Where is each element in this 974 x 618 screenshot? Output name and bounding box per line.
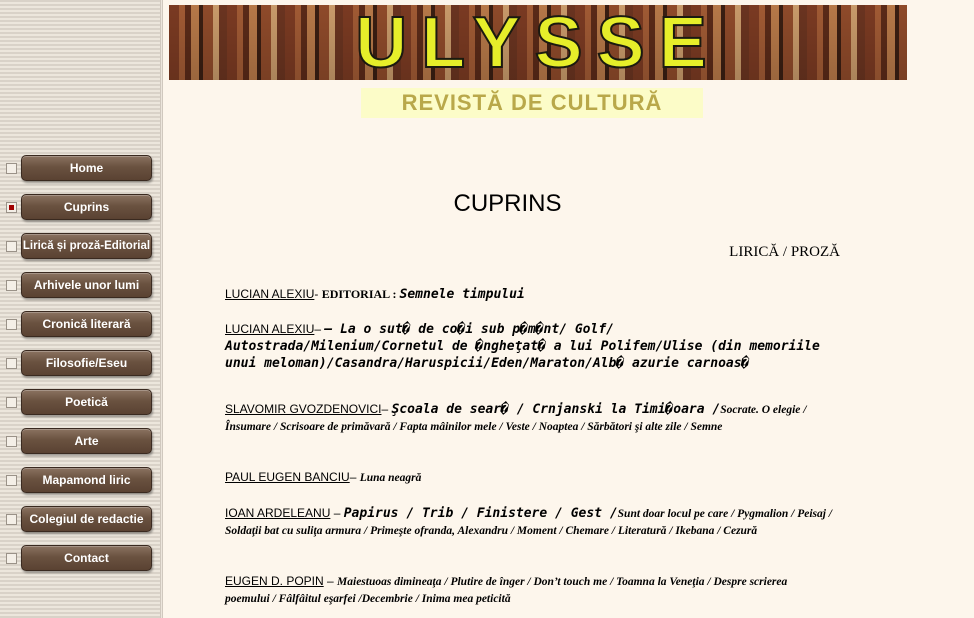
nav-button-cuprins[interactable]: Cuprins (21, 194, 152, 220)
subtitle: REVISTĂ DE CULTURĂ (401, 90, 663, 115)
nav-row-poetica (0, 389, 160, 417)
nav-indicator-active (6, 202, 17, 213)
entry-works-more: Sunt doar locul pe care / Pygmalion / Peisaj / Soldaţii bat cu suliţa armura / Primeşte ofranda, Alexandru / Moment / Chemare / Literatură / Ikebana / Cezură (225, 508, 833, 537)
nav-row-mapamond (0, 467, 160, 495)
sidebar-divider (160, 0, 163, 618)
nav-button-poetica[interactable]: Poetică (21, 389, 152, 415)
nav-button-arhivele[interactable]: Arhivele unor lumi (21, 272, 152, 298)
author-link[interactable]: IOAN ARDELEANU (225, 506, 331, 520)
author-link[interactable]: EUGEN D. POPIN (225, 574, 324, 588)
nav-row-contact (0, 545, 160, 573)
entry-works-more: Socrate. O elegie / Însumare / Scrisoare de primăvară / Fapta mâinilor mele / Veste / Noaptea / Sărbători şi alte zile / Semne (225, 404, 807, 433)
separator: - (314, 287, 322, 301)
author-link[interactable]: LUCIAN ALEXIU (225, 287, 315, 301)
nav-row-filosofie (0, 350, 160, 378)
nav-indicator (6, 514, 17, 525)
nav-button-cronica[interactable]: Cronică literară (21, 311, 152, 337)
nav-indicator (6, 553, 17, 564)
nav-row-home (0, 155, 160, 183)
banner-image (169, 5, 907, 80)
author-link[interactable]: SLAVOMIR GVOZDENOVICI (225, 402, 382, 416)
nav-button-home[interactable]: Home (21, 155, 152, 181)
nav-indicator (6, 475, 17, 486)
separator: – (381, 402, 392, 416)
toc-entry (225, 573, 833, 607)
entry-works: – La o sut� de co�i sub p�m�nt/ Golf/ Autostrada/Milenium/Cornetul de �ngheţat� a lui Polifem/Ulise (din memoriile unui meloman)/Casandra/Haruspicii/Eden/Maraton/Alb� azurie carnoas� (225, 322, 820, 371)
nav-row-arhivele (0, 272, 160, 300)
entry-works: Semnele timpului (399, 287, 525, 302)
nav-row-arte (0, 428, 160, 456)
nav-indicator (6, 163, 17, 174)
toc-entry (225, 321, 833, 372)
nav-button-colegiul[interactable]: Colegiul de redactie (21, 506, 152, 532)
separator: – (330, 506, 344, 520)
nav-button-lirica-proza[interactable]: Lirică și proză-Editorial (21, 233, 152, 259)
nav-button-arte[interactable]: Arte (21, 428, 152, 454)
toc-entry (225, 505, 833, 539)
nav-row-cronica (0, 311, 160, 339)
toc-entry (225, 469, 833, 486)
nav-row-cuprins (0, 194, 160, 222)
entry-works: Şcoala de sear� / Crnjanski la Timi�oara / (391, 402, 721, 417)
nav-indicator (6, 436, 17, 447)
author-link[interactable]: PAUL EUGEN BANCIU (225, 470, 350, 484)
nav-button-mapamond[interactable]: Mapamond liric (21, 467, 152, 493)
nav-button-filosofie[interactable]: Filosofie/Eseu (21, 350, 152, 376)
entry-works: Papirus / Trib / Finistere / Gest / (343, 506, 618, 521)
entry-label: EDITORIAL : (321, 287, 400, 301)
toc-entry (225, 286, 833, 303)
nav-row-colegiul (0, 506, 160, 534)
page-title: CUPRINS (453, 190, 562, 217)
nav-indicator (6, 241, 17, 252)
nav-indicator (6, 358, 17, 369)
entry-works: Maiestuoas dimineaţa / Plutire de înger / Don’t touch me / Toamna la Veneţia / Despre scrierea poemului / Fâlfâitul eşarfei /Decembrie / Inima mea peticită (225, 576, 788, 605)
separator: – (349, 470, 360, 484)
nav-row-lirica-proza (0, 233, 160, 261)
nav-indicator (6, 397, 17, 408)
toc-entry (225, 401, 833, 435)
nav-button-contact[interactable]: Contact (21, 545, 152, 571)
separator: – (314, 322, 325, 336)
section-title: LIRICĂ / PROZĂ (729, 244, 840, 260)
banner-title: ULYSSE (355, 5, 721, 80)
entry-works: Luna neagră (359, 472, 422, 484)
author-link[interactable]: LUCIAN ALEXIU (225, 322, 315, 336)
separator: – (323, 574, 338, 588)
nav-indicator (6, 280, 17, 291)
nav-indicator (6, 319, 17, 330)
